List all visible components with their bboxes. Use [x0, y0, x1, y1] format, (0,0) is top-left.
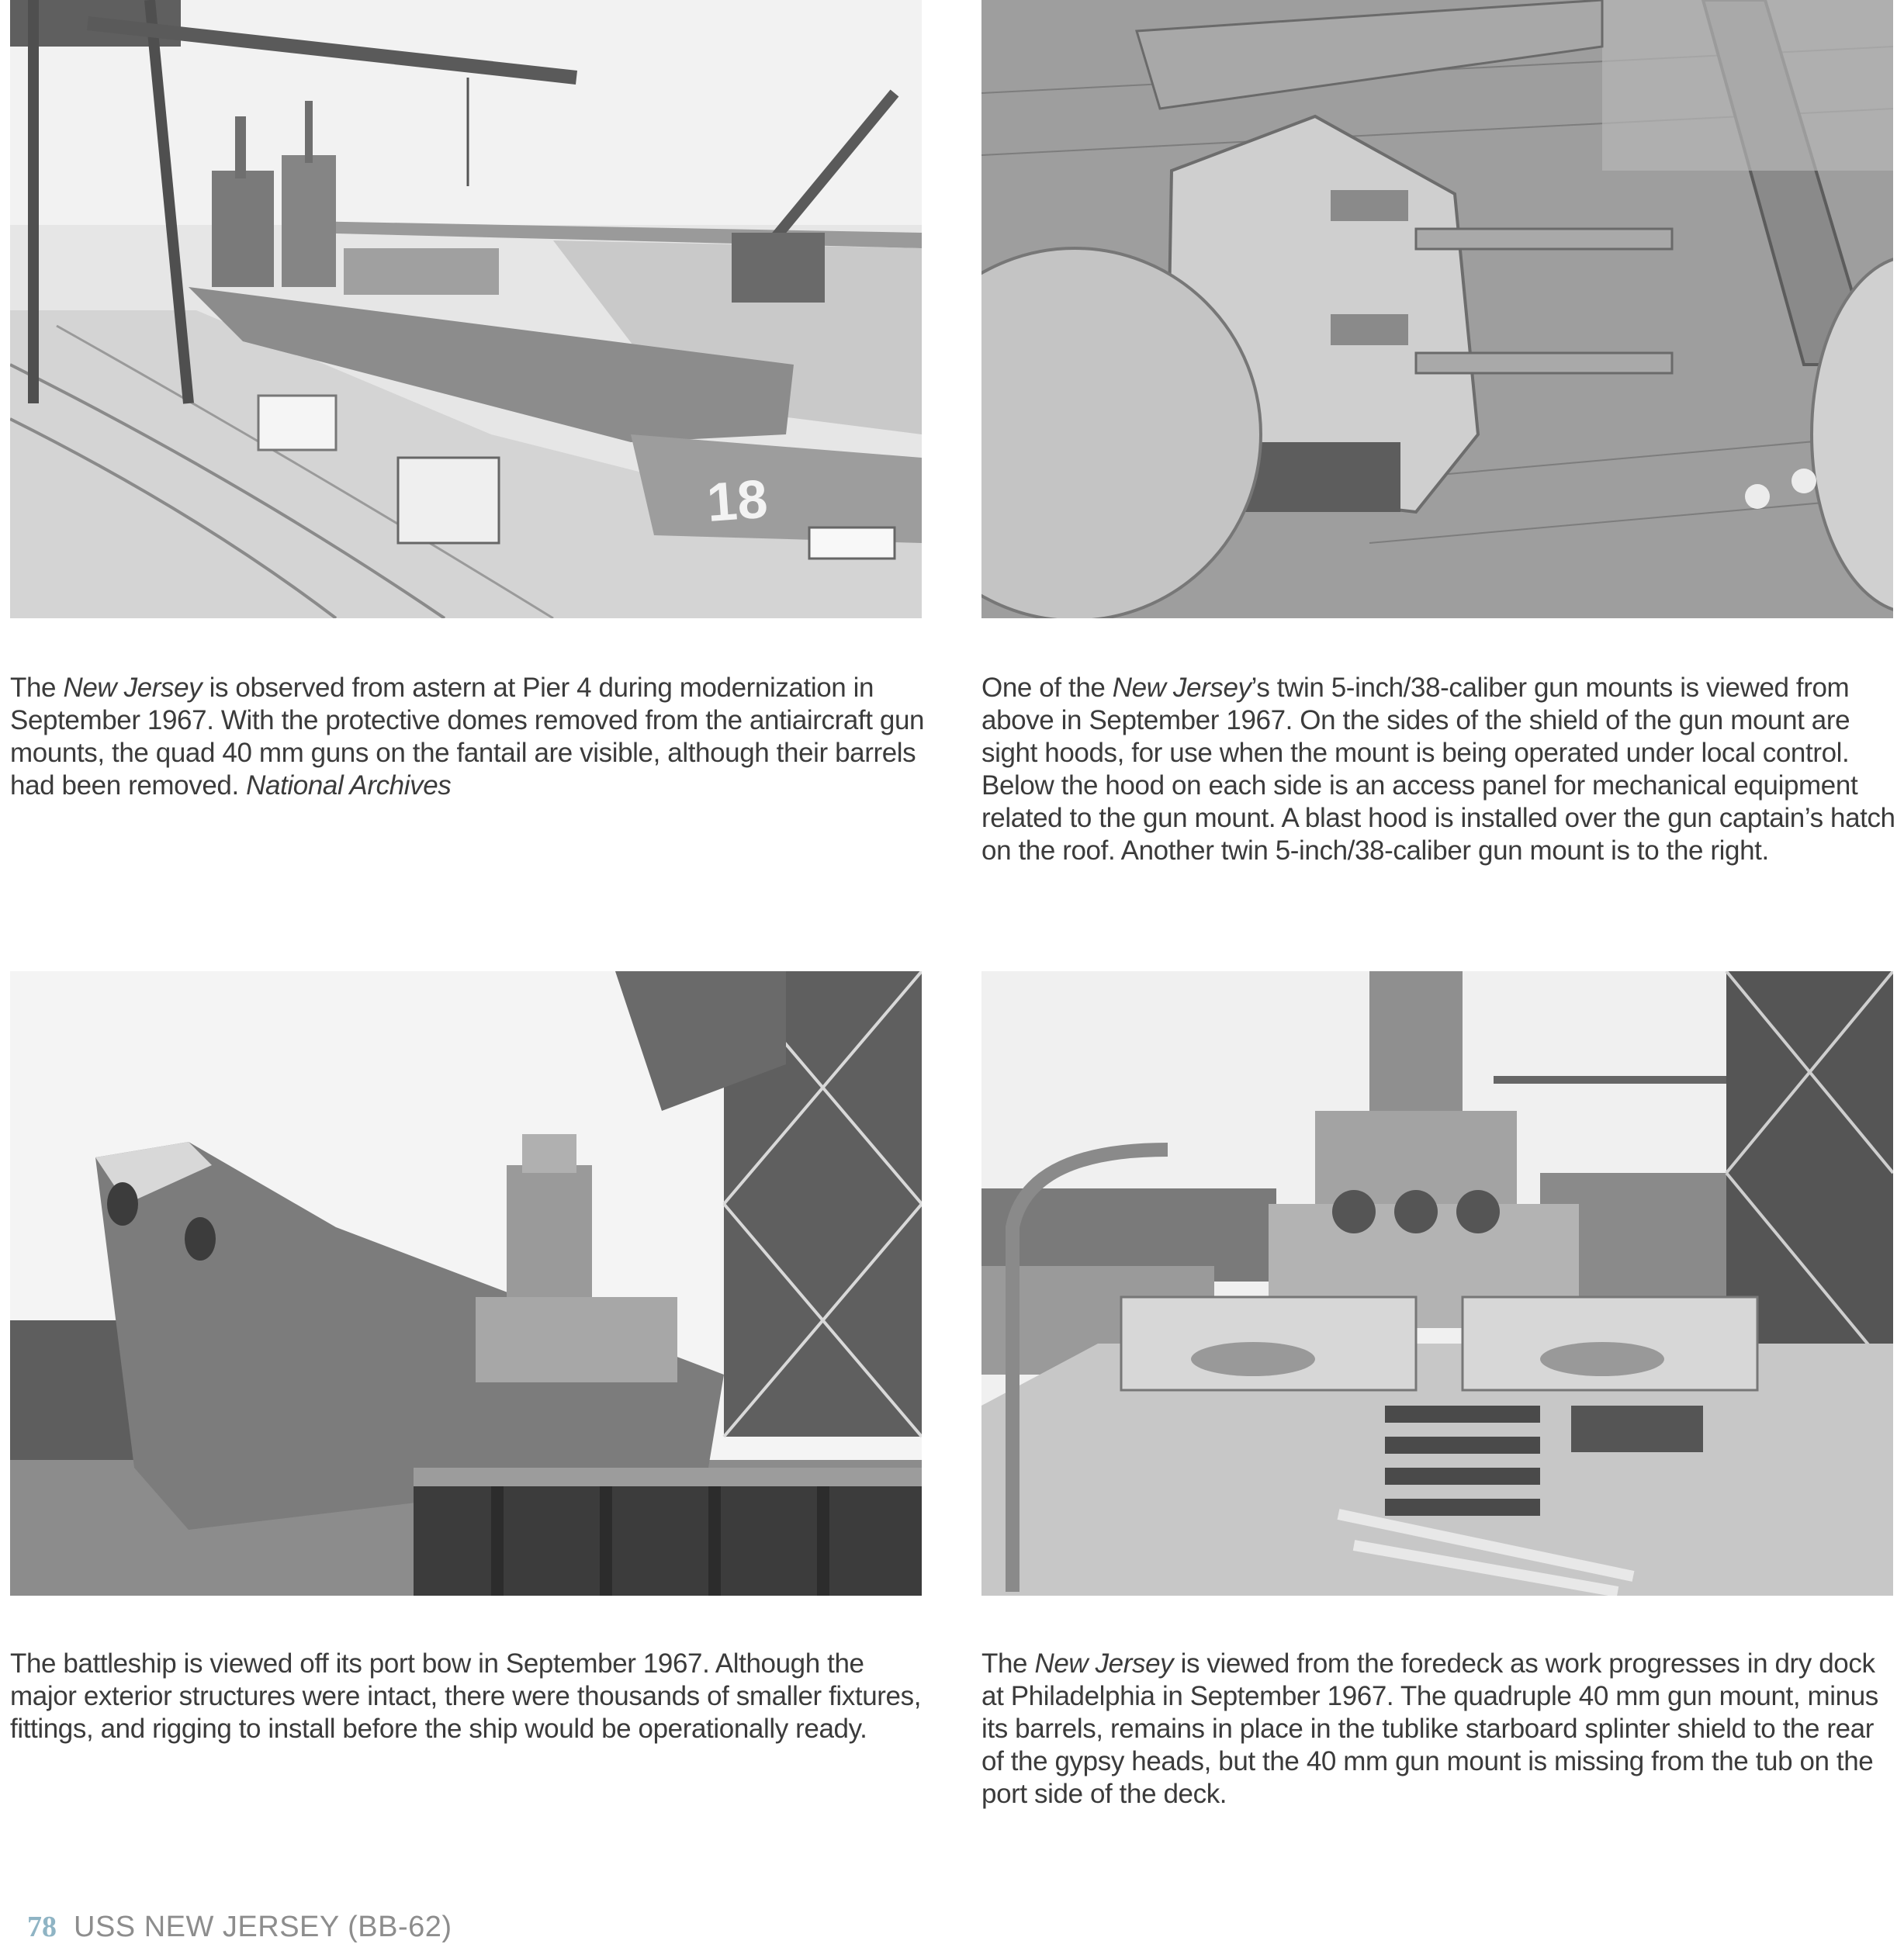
photo-gun-mount-above: [981, 0, 1893, 618]
caption-text: The: [10, 673, 64, 703]
photo-foredeck: [981, 971, 1893, 1596]
ship-name: New Jersey: [63, 673, 203, 703]
caption-text: is observed from astern at Pier 4 during modernization in September 1967. With the protective domes removed from the antiaircraft gun mounts, the quad 40 mm guns on the fantail are visible, although their barrels had been removed.: [10, 673, 925, 801]
page-number: 78: [27, 1911, 57, 1943]
ship-name: New Jersey: [1034, 1648, 1174, 1679]
caption-text: ’s twin 5-inch/38-caliber gun mounts is viewed from above in September 1967. On the sides of the shield of the gun mount are sight hoods, for use when the mount is being operated under local control. Below the hood on each side is an access panel for mechanical equipment related to the gun mount. A blast hood is installed over the gun captain’s hatch on the roof. Another twin 5-inch/38-caliber gun mount is to the right.: [981, 673, 1895, 866]
photo-foredeck-illustration: [981, 971, 1893, 1596]
photo-port-bow-illustration: [10, 971, 922, 1596]
caption-foredeck: [981, 1648, 1897, 1811]
caption-text: The: [981, 1648, 1035, 1679]
ship-name: New Jersey: [1112, 673, 1251, 703]
page-footer: [27, 1910, 452, 1944]
photo-pier-astern-illustration: [10, 0, 922, 618]
caption-pier-astern: [10, 672, 926, 802]
photo-pier-astern: [10, 0, 922, 618]
photo-gun-mount-illustration: [981, 0, 1893, 618]
caption-port-bow: [10, 1648, 926, 1745]
caption-gun-mount: [981, 672, 1897, 867]
caption-text: is viewed from the foredeck as work progresses in dry dock at Philadelphia in September 1967. The quadruple 40 mm gun mount, minus its barrels, remains in place in the tublike starboard splinter shield to the rear of the gypsy heads, but the 40 mm gun mount is missing from the tub on the port side of the deck.: [981, 1648, 1878, 1809]
photo-port-bow: [10, 971, 922, 1596]
hull-number-label: 18: [704, 468, 770, 533]
caption-text: One of the: [981, 673, 1113, 703]
caption-text: The battleship is viewed off its port bow in September 1967. Although the major exterior structures were intact, there were thousands of smaller fixtures, fittings, and rigging to install before the ship would be operationally ready.: [10, 1648, 922, 1744]
photo-credit: National Archives: [246, 770, 452, 801]
running-title: USS NEW JERSEY (BB-62): [74, 1911, 452, 1943]
